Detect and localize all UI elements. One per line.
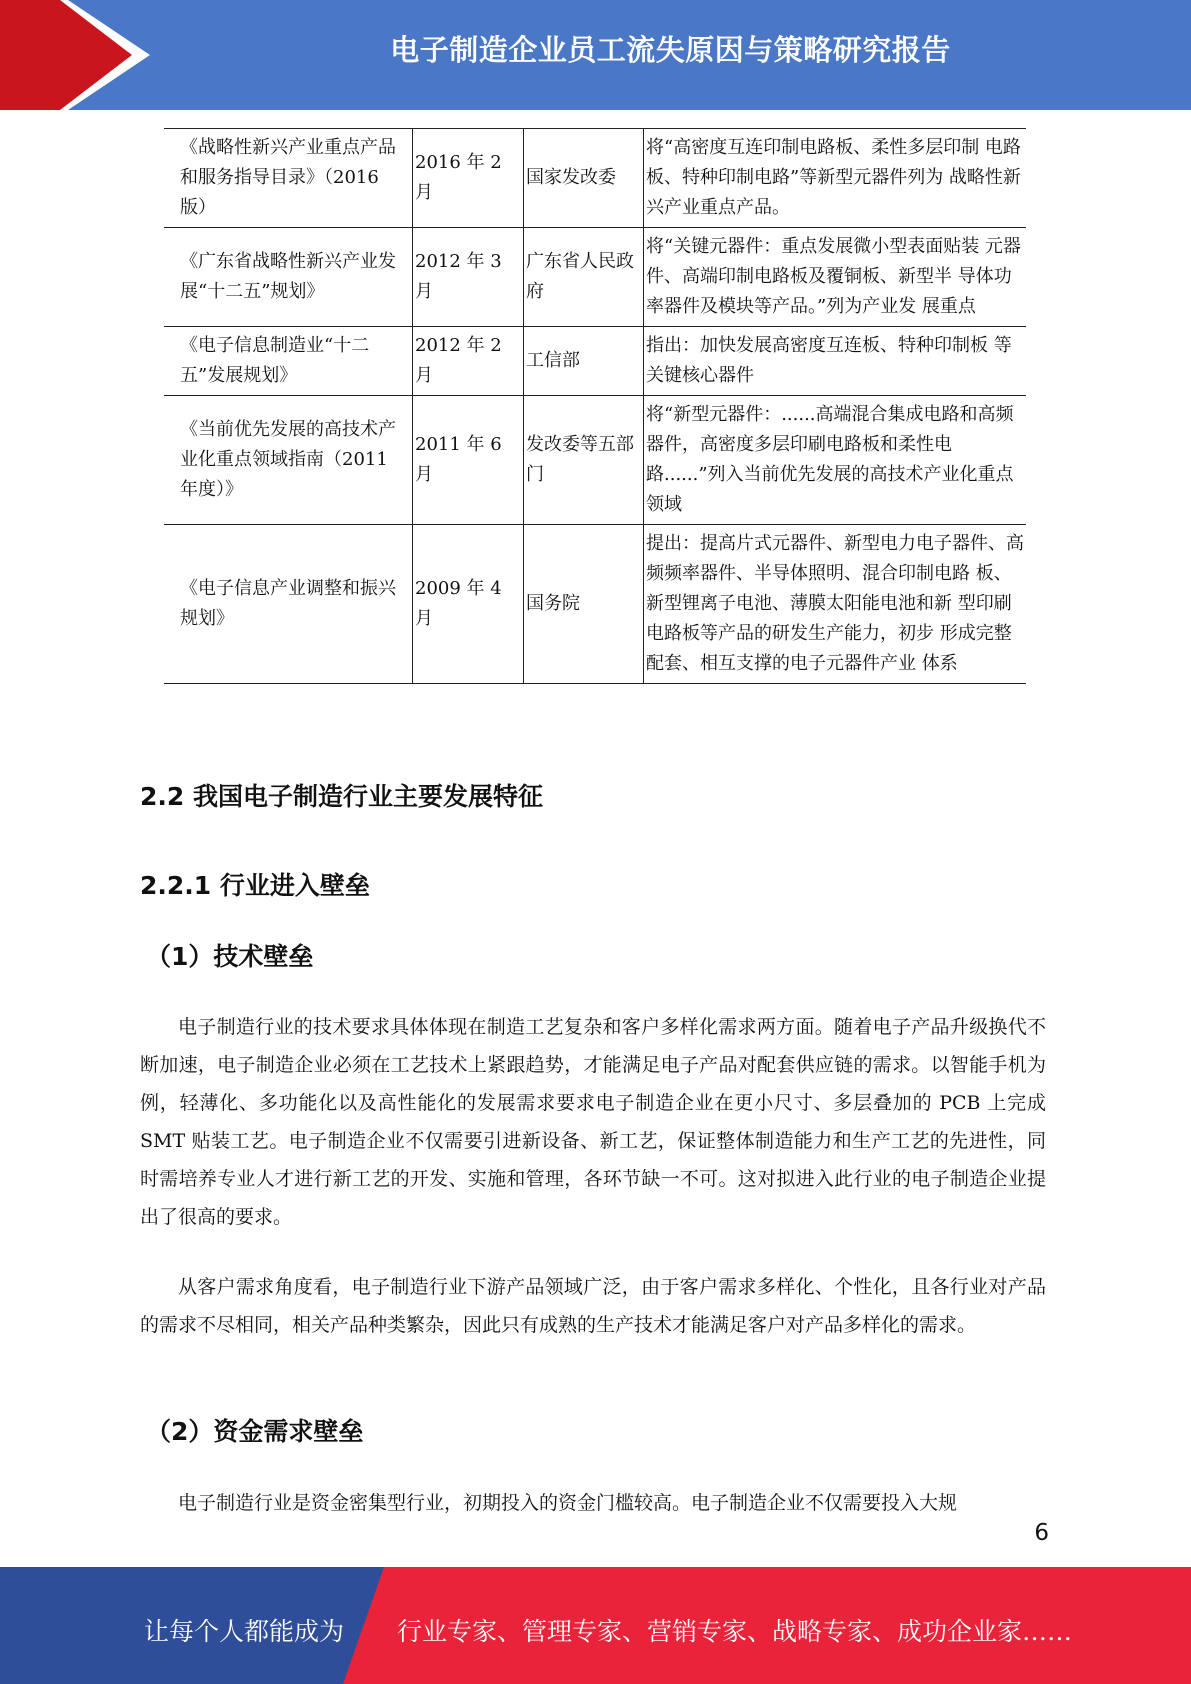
policy-name: 《电子信息产业调整和振兴规划》 — [164, 525, 413, 684]
policy-issuer: 广东省人民政府 — [524, 228, 644, 327]
paragraph-fund-1: 电子制造行业是资金密集型行业，初期投入的资金门槛较高。电子制造企业不仅需要投入大规 — [178, 1492, 958, 1514]
policy-table — [164, 128, 1026, 684]
policy-date: 2016 年 2 月 — [413, 129, 524, 228]
policy-date: 2012 年 2 月 — [413, 327, 524, 396]
policy-name: 《战略性新兴产业重点产品和服务指导目录》（2016 版） — [164, 129, 413, 228]
policy-issuer: 国家发改委 — [524, 129, 644, 228]
policy-content: 将“新型元器件：......高端混合集成电路和高频器件，高密度多层印刷电路板和柔性电路......”列入当前优先发展的高技术产业化重点领域 — [644, 396, 1027, 525]
subsection-heading: 2.2.1 行业进入壁垒 — [140, 871, 370, 900]
policy-name: 《电子信息制造业“十二五”发展规划》 — [164, 327, 413, 396]
table-row — [164, 129, 1026, 228]
section-heading: 2.2 我国电子制造行业主要发展特征 — [140, 782, 543, 811]
policy-content: 将“高密度互连印制电路板、柔性多层印制 电路板、特种印制电路”等新型元器件列为 战略性新兴产业重点产品。 — [644, 129, 1027, 228]
page-number: 6 — [1034, 1520, 1049, 1546]
table-row — [164, 396, 1026, 525]
table-row — [164, 327, 1026, 396]
report-title: 电子制造企业员工流失原因与策略研究报告 — [390, 33, 951, 67]
footer-slogan-left: 让每个人都能成为 — [144, 1617, 345, 1646]
paragraph-tech-2: 从客户需求角度看，电子制造行业下游产品领域广泛，由于客户需求多样化、个性化，且各行业对产品的需求不尽相同，相关产品种类繁杂，因此只有成熟的生产技术才能满足客户对产品多样化的需求。 — [140, 1276, 1046, 1336]
policy-issuer: 工信部 — [524, 327, 644, 396]
policy-issuer: 发改委等五部门 — [524, 396, 644, 525]
table-row — [164, 525, 1026, 684]
policy-name: 《广东省战略性新兴产业发展“十二五”规划》 — [164, 228, 413, 327]
paragraph-tech-1: 电子制造行业的技术要求具体体现在制造工艺复杂和客户多样化需求两方面。随着电子产品升级换代不断加速，电子制造企业必须在工艺技术上紧跟趋势，才能满足电子产品对配套供应链的需求。以智能手机为例，轻薄化、多功能化以及高性能化的发展需求要求电子制造企业在更小尺寸、多层叠加的 PCB 上完成 SMT 贴装工艺。电子制造企业不仅需要引进新设备、新工艺，保证整体制造能力和生产工艺的先进性，同时需培养专业人才进行新工艺的开发、实施和管理，各环节缺一不可。这对拟进入此行业的电子制造企业提出了很高的要求。 — [140, 1016, 1046, 1228]
table-row — [164, 228, 1026, 327]
fund-barrier-heading: （2）资金需求壁垒 — [146, 1417, 364, 1446]
policy-date: 2011 年 6 月 — [413, 396, 524, 525]
policy-date: 2009 年 4 月 — [413, 525, 524, 684]
policy-name: 《当前优先发展的高技术产业化重点领域指南（2011 年度）》 — [164, 396, 413, 525]
policy-content: 提出：提高片式元器件、新型电力电子器件、高频频率器件、半导体照明、混合印制电路 板、新型锂离子电池、薄膜太阳能电池和新 型印刷电路板等产品的研发生产能力，初步 形成完整配套、相互支撑的电子元器件产业 体系 — [644, 525, 1027, 684]
footer-slogan-right: 行业专家、管理专家、营销专家、战略专家、成功企业家…… — [397, 1617, 1073, 1646]
page-footer — [0, 1567, 1191, 1684]
page-header — [0, 0, 1191, 110]
policy-content: 指出：加快发展高密度互连板、特种印制板 等关键核心器件 — [644, 327, 1027, 396]
tech-barrier-heading: （1）技术壁垒 — [146, 942, 314, 971]
policy-date: 2012 年 3 月 — [413, 228, 524, 327]
policy-issuer: 国务院 — [524, 525, 644, 684]
policy-content: 将“关键元器件：重点发展微小型表面贴装 元器件、高端印制电路板及覆铜板、新型半 导体功率器件及模块等产品。”列为产业发 展重点 — [644, 228, 1027, 327]
